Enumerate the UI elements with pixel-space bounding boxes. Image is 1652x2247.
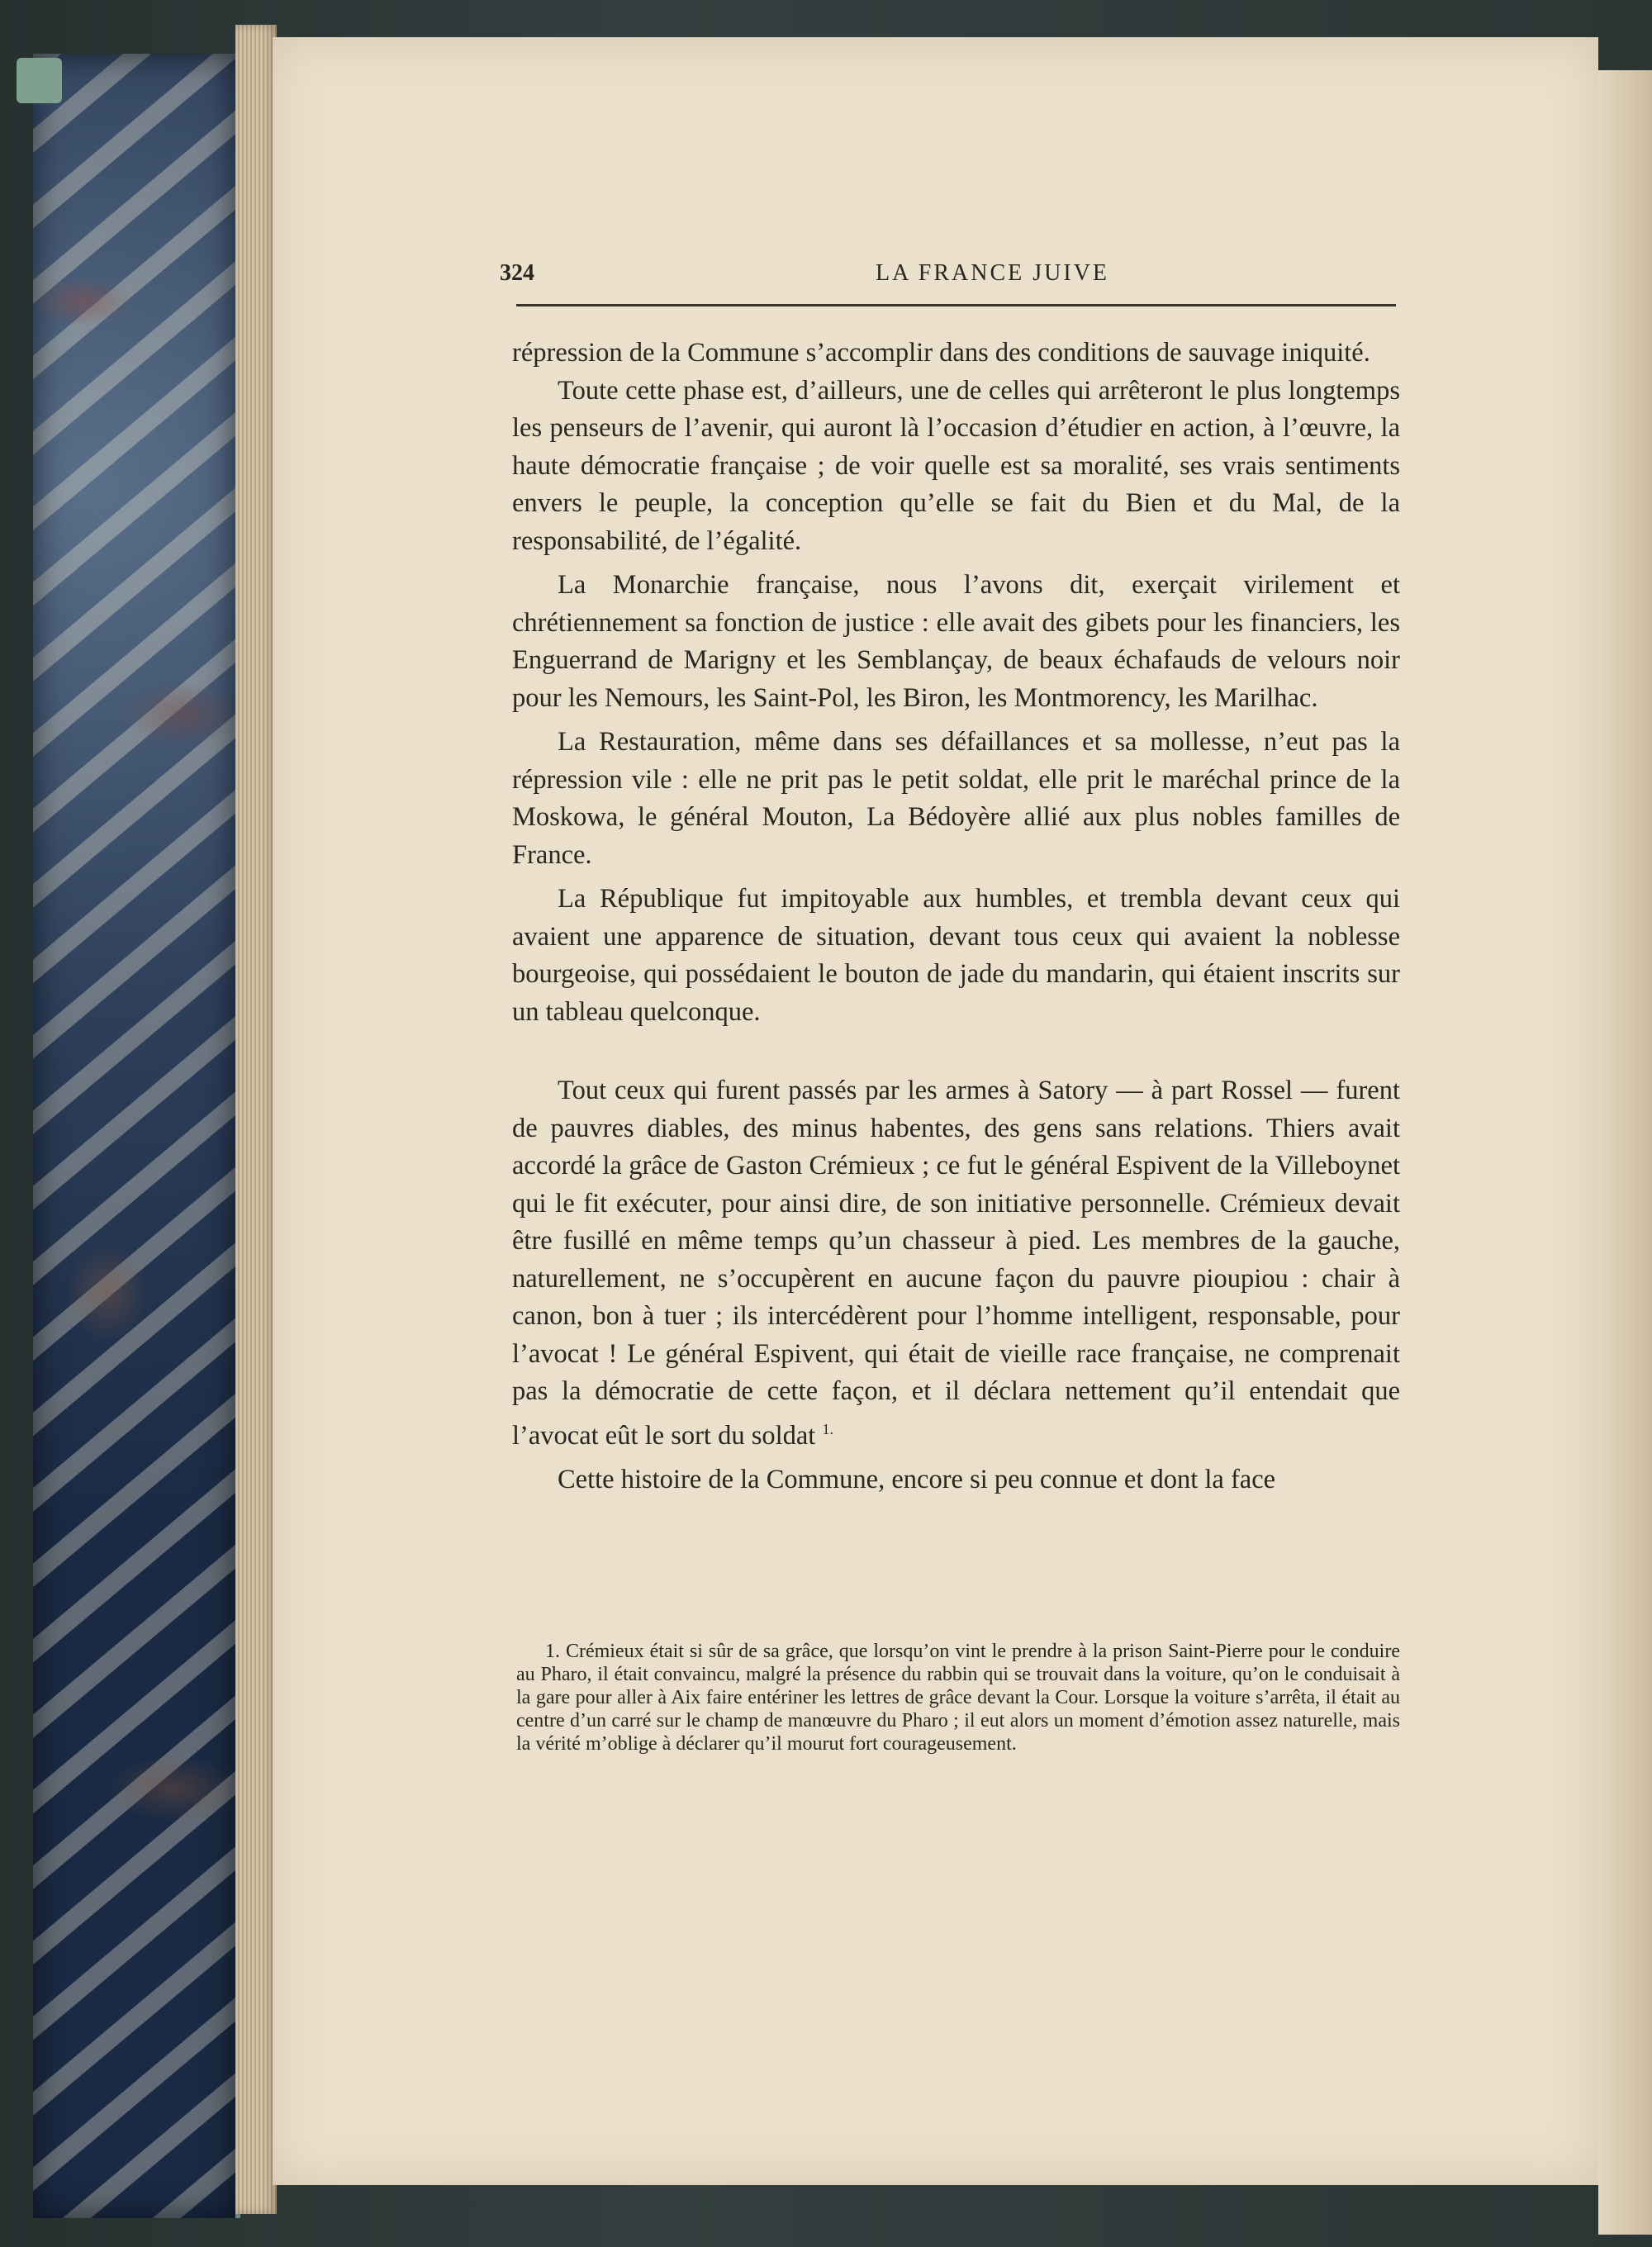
body-text [512, 335, 1400, 1499]
paragraph: La Monarchie française, nous l’avons dit, exerçait virilement et chrétiennement sa fonction de justice : elle avait des gibets pour les financiers, les Enguerrand de Marigny et les Semblançay, de beaux échafauds de velours noir pour les Nemours, les Saint-Pol, les Biron, les Montmorency, les Marilhac. [512, 570, 1400, 713]
header-rule [516, 304, 1396, 306]
paragraph: La République fut impitoyable aux humbles, et trembla devant ceux qui avaient une apparence de situation, devant tous ceux qui avaient la noblesse bourgeoise, qui possédaient le bouton de jade du mandarin, qui étaient inscrits sur un tableau quelconque. [512, 884, 1400, 1027]
page-edge-right [1598, 70, 1652, 2235]
paragraph: répression de la Commune s’accomplir dans des conditions de sauvage iniquité. [512, 338, 1370, 368]
footnote-reference: 1. [822, 1420, 833, 1437]
page-edges-left [235, 25, 277, 2214]
paragraph: La Restauration, même dans ses défaillances et sa mollesse, n’eut pas la répression vile : elle ne prit pas le petit soldat, elle prit le maréchal prince de la Moskowa, le général Mouton, La Bédoyère allié aux plus nobles familles de France. [512, 727, 1400, 870]
paragraph: Cette histoire de la Commune, encore si peu connue et dont la face [558, 1464, 1276, 1494]
section-gap [512, 1031, 1400, 1072]
running-header [500, 260, 1400, 302]
page-number: 324 [500, 260, 534, 286]
marbled-endpaper-veins [33, 54, 235, 2218]
footnotes [516, 1640, 1400, 1755]
cover-corner [17, 58, 62, 103]
paragraph-text: Tout ceux qui furent passés par les armes à Satory — à part Rossel — furent de pauvres diables, des minus habentes, des gens sans relations. Thiers avait accordé la grâce de Gaston Crémieux ; ce fut le général Espivent de la Villeboynet qui le fit exécuter, pour ainsi dire, de son initiative personnelle. Crémieux devait être fusillé en même temps qu’un chasseur à pied. Les membres de la gauche, naturellement, ne s’occupèrent en aucune façon du pauvre pioupiou : chair à canon, bon à tuer ; ils intercédèrent pour l’homme intelligent, responsable, pour l’avocat ! Le général Espivent, qui était de vieille race française, ne comprenait pas la démocratie de cette façon, et il déclara nettement qu’il entendait que l’avocat eût le sort du soldat [512, 1076, 1400, 1451]
paragraph-with-footnote [512, 1072, 1400, 1455]
paragraph: Toute cette phase est, d’ailleurs, une de celles qui arrêteront le plus longtemps les penseurs de l’avenir, qui auront là l’occasion d’étudier en action, à l’œuvre, la haute démocratie française ; de voir quelle est sa moralité, ses vrais sentiments envers le peuple, la conception qu’elle se fait du Bien et du Mal, de la responsabilité, de l’égalité. [512, 375, 1400, 556]
footnote: 1. Crémieux était si sûr de sa grâce, que lorsqu’on vint le prendre à la prison Saint-Pierre pour le conduire au Pharo, il était convaincu, malgré la présence du rabbin qui se trouvait dans la voiture, qu’on le conduisait à la gare pour aller à Aix faire entériner les lettres de grâce devant la Cour. Lorsque la voiture s’arrêta, il était au centre d’un carré sur le champ de manœuvre du Pharo ; il eut alors un moment d’émotion assez naturelle, mais la vérité m’oblige à déclarer qu’il mourut fort courageusement. [516, 1641, 1400, 1755]
running-title: LA FRANCE JUIVE [876, 260, 1110, 286]
